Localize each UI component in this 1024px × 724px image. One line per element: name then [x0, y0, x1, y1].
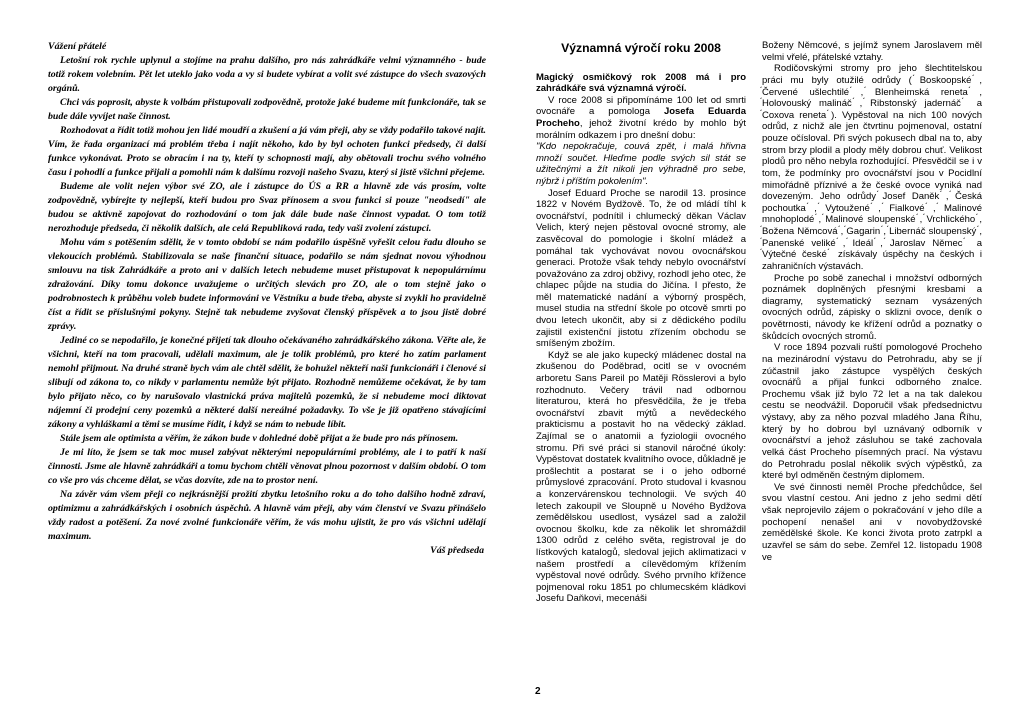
letter-paragraph-6: Jediné co se nepodařilo, je konečné přijetí tak dlouho očekávaného zahrádkářského zákona. Věřte ale, že všichni, kteří na tom pracovali, udělali maximum, ale je tolik problémů, pro které ho zatím parlament nemohl přijmout. Na druhé straně bych vám ale chtěl sdělit, že bohužel někteří naši funkcionáři i členové si slibují od zákona to, co nikdy v parlamentu nemůže být přijato. Rozhodně nemůžeme očekávat, že by tam bylo přijato něco, co by narušovalo vlastnická práva majitelů pozemků, že si nebudeme moci diktovat nájemní či prodejní ceny pozemků a některé další nereálné požadavky. To vše je již opatřeno stávajícími zákony a vyhláškami a těmi se musíme řídit, i když se nám to nebude líbit. [48, 335, 486, 430]
letter-greeting: Vážení přátelé [48, 41, 107, 52]
proche-quote: "Kdo nepokračuje, couvá zpět, i malá hřivna množí součet. Hleďme podle svých sil stát se užitečnými a žít nikoli jen výhradně pro sebe, nýbrž i příštím pokolením". [536, 141, 746, 187]
article-title: Významná výročí roku 2008 [561, 41, 721, 55]
letter-paragraph-7: Stále jsem ale optimista a věřím, že zákon bude v dohledné době přijat a že bude pro nás přínosem. [60, 433, 459, 444]
article-paragraph-biography: Josef Eduard Proche se narodil 13. prosince 1822 v Novém Bydžově. To, že od mládí tíhl k ovocnářství, podnítil i chlumecký děkan Václav Velich, který nejen pěstoval ovocné stromy, ale zasvěcoval do pomologie i školní mládež a pomáhal tak vychovávat novou ovocnářskou generaci. Protože však tehdy nebylo ovocnářství považováno za zdroj obživy, rozhodl jeho otec, že chlapec půjde na studia do Jičína. I přesto, že měl matematické nadání a výborný prospěch, musel studia na střední škole po otcově smrti po dvou letech ukončit, aby si z dědického podílu zajistil existenční jistotu zřízením obchodu se smíšeným zbožím. [536, 187, 746, 350]
article-paragraph-career: Když se ale jako kupecký mládenec dostal na zkušenou do Poděbrad, ocitl se v ovocném arboretu Sans Pareil po Matěji Rösslerovi a bylo rozhodnuto. Večery trávil nad odbornou literaturou, která ho přesvědčila, že je třeba ovocnářství zbavit mýtů a nevědeckého prakticismu a postavit ho na vědecký základ. Zajímal se o anatomii a fyziologii ovocného stromu. Při své práci si stanovil náročné úkoly: Vypěstovat dostatek kvalitního ovoce, důkladně je prošlechtit a postarat se i o jeho odborné průmyslové zpracování. Proto studoval i kvasnou a konzervárenskou technologii. Ve svých 40 letech zakoupil ve Sloupně u Nového Bydžova zemědělskou usedlost, vysázel sad a založil ovocnou školku, kde za několik let shromáždil 1300 odrůd z celého světa, registroval je do lístkových katalogů, sledoval jejich aklimatizaci v našem prostředí a cílevědomým křížením vypěstoval nové odrůdy. Svého prvního křížence pojmenoval roku 1851 po chlumecském kládkovi Josefu Daňkovi, mecenáši [536, 349, 746, 605]
letter-paragraph-9: Na závěr vám všem přeji co nejkrásnější prožití zbytku letošního roku a do toho dalšího hodně zdraví, optimizmu a zahrádkářských i osobních úspěchů. A hlavně vám přeji, aby vám členství ve Svazu přinášelo vždy radost a potěšení. Za nové zvolné funkcionáře věřím, že vás mohu ujistit, že pro vás všichni udělají maximum. [48, 489, 486, 542]
article-lead: Magický osmičkový rok 2008 má i pro zahrádkáře svá významná výročí. [536, 71, 746, 95]
letter-paragraph-2: Chci vás poprosit, abyste k volbám přistupovali zodpovědně, protože jaké budeme mít funkcionáře, tak se bude dále vyvíjet naše činnost. [48, 97, 486, 122]
letter-paragraph-4: Budeme ale volit nejen výbor své ZO, ale i zástupce do ÚS a RR a hlavně zde vás prosím, volte zodpovědně, vybírejte ty nejlepší, kteří budou pro Svaz přínosem a svou funkci si pouze "neodsedí" ale budou se aktivně zapojovat do rozhodování o tom jak dále bude naše činnost vypadat. O tom totiž nerozhoduje předseda, či několik dalších, ale celá Republiková rada, tedy vaši zvolení zástupci. [48, 181, 486, 234]
proche-name: Josefa Eduarda Procheho [536, 106, 746, 129]
article-paragraph-petrohrad: V roce 1894 pozvali ruští pomologové Procheho na mezinárodní výstavu do Petrohradu, aby se jí zúčastnil jako zástupce vyspělých českých ovocnářů a přijal funkci odborného znalce. Prochemu však již bylo 72 let a na tak dalekou cestu se neodvážil. Doporučil však předsednictvu výstavy, aby za něho pozval mladého Jana Říhu, který by ho dobrou byl uznávaný odborník v ovocnářství a jehož zásluhou se také zachovala velká část Procheho písemných prací. Na výstavu do Petrohradu poslal několik svých výpěstků, za které byl odměněn čestným diplomem. [762, 342, 982, 482]
letter-paragraph-8: Je mi líto, že jsem se tak moc musel zabývat některými nepopulárními problémy, ale i to patří k naší činnosti. Jsme ale hlavně zahrádkáři a tomu bychom chtěli věnovat plnou pozornost v dalším období. O tom co vše pro vás chceme dělat, se včas dozvíte, zde na to prostor není. [48, 447, 486, 486]
letter-column [48, 40, 486, 558]
page-number: 2 [535, 686, 541, 697]
article-paragraph-intro [536, 95, 746, 141]
article-continuation: Boženy Němcové, s jejímž synem Jaroslavem měl velmi vřelé, přátelské vztahy. [762, 40, 982, 63]
letter-signature: Váš předseda [430, 545, 484, 556]
article-column-right [762, 40, 982, 563]
intro-text-before: V roce 2008 si připomínáme 100 let od smrti ovocnáře a pomologa [536, 94, 746, 118]
intro-text-after: , jehož životní krédo by mohlo být morálním odkazem i pro dnešní dobu: [536, 117, 746, 141]
article-paragraph-notes: Proche po sobě zanechal i množství odborných poznámek doplněných přesnými kresbami a diagramy, systematický seznam vysázených ovocných odrůd, zápisky o sklizni ovoce, deník o povětrnosti, návody ke křížení odrůd a poznatky o škůdcích ovocných stromů. [762, 272, 982, 342]
article-paragraph-legacy: Ve své činnosti neměl Proche předchůdce, šel svou vlastní cestou. Ani jedno z jeho sedmi dětí však neprojevilo zájem o pokračování v jeho díle a pochopení nenašel ani v novobydžovské zemědělské škole. Ke konci života proto zatrpkl a uzavřel se sám do sebe. Zemřel 12. listopadu 1908 ve [762, 481, 982, 563]
letter-paragraph-3: Rozhodovat a řídit totiž mohou jen lidé moudří a zkušení a já vám přeji, aby se vždy podařilo takové najít. Vím, že řada organizací má problém třeba i najít někoho, kdo by byl ochoten funkci předsedy, či další funkce vykonávat. Proto se obracím i na ty, kteří ty schopnosti mají, aby obětovali trochu svého volného času i pohodlí a funkce přijali a pomohli nám k dalšímu rozvoji našeho Svazu, který si jistě všichni přejeme. [48, 125, 486, 178]
article-paragraph-varieties: Rodičovskými stromy pro jeho šlechtitelskou práci mu byly otužilé odrůdy ( ́Boskoopské ́, ́Červené ušlechtilé ́, ́Blenheimská reneta ́, ́Holovouský malináč ́, ́Ribstonský jadernáč ́ a ́Coxova reneta ́). Vypěstoval na nich 100 nových odrůd, z nichž ale jen čtvrtinu pojmenoval, ostatní pouze očísloval. Při svých pokusech dbal na to, aby strom brzy plodil a plody měly dobrou chuť. Velikost plodů pro něho nebyla rozhodující. Přesvědčil se i v tom, že podmínky pro ovocnářství jsou v Pocidlní mimořádně příznivé a že české ovoce vyniká nad dovezeným. Jeho odrůdy ́Josef Daněk ́, ́Česká pochoutka ́, ́Vytoužené ́, ́Fialkové ́, ́Malinové mnohoplodé ́, ́Malinové sloupenské ́, ́Vrchlického ́, ́Božena Němcová ́, ́Gagarin ́, ́Libernáč sloupenský ́, ́Panenské veliké ́, ́Ideál ́, ́Jaroslav Němec ́ a ́Výtečné české ́ získávaly úspěchy na českých i zahraničních výstavách. [762, 63, 982, 272]
letter-paragraph-5: Mohu vám s potěšením sdělit, že v tomto období se nám podařilo úspěšně vyřešit celou řadu dlouho se vlekoucích problémů. Stabilizovala se naše finanční situace, podařilo se nám sjednat novou výhodnou smlouvu na tisk Zahrádkáře a proto ani v dalších letech nebudeme muset přistupovat k nepopulárnímu zdražování. Díky tomu dokonce uvažujeme o určitých slevách pro ZO, ale o tom stejně jako o podrobnostech k průběhu voleb budete informováni ve Věstníku a bude třeba, abyste si zvykli ho pravidelně číst a řídit se příslušnými pokyny. Stejně tak nebudeme zvyšovat členský příspěvek a to jsou jistě dobré zprávy. [48, 237, 486, 332]
letter-paragraph-1: Letošní rok rychle uplynul a stojíme na prahu dalšího, pro nás zahrádkáře velmi významného - bude totiž rokem volebním. Pět let uteklo jako voda a vy si budete vybírat a volit své zástupce do všech svazových orgánů. [48, 55, 486, 94]
article-column-middle [536, 40, 746, 605]
